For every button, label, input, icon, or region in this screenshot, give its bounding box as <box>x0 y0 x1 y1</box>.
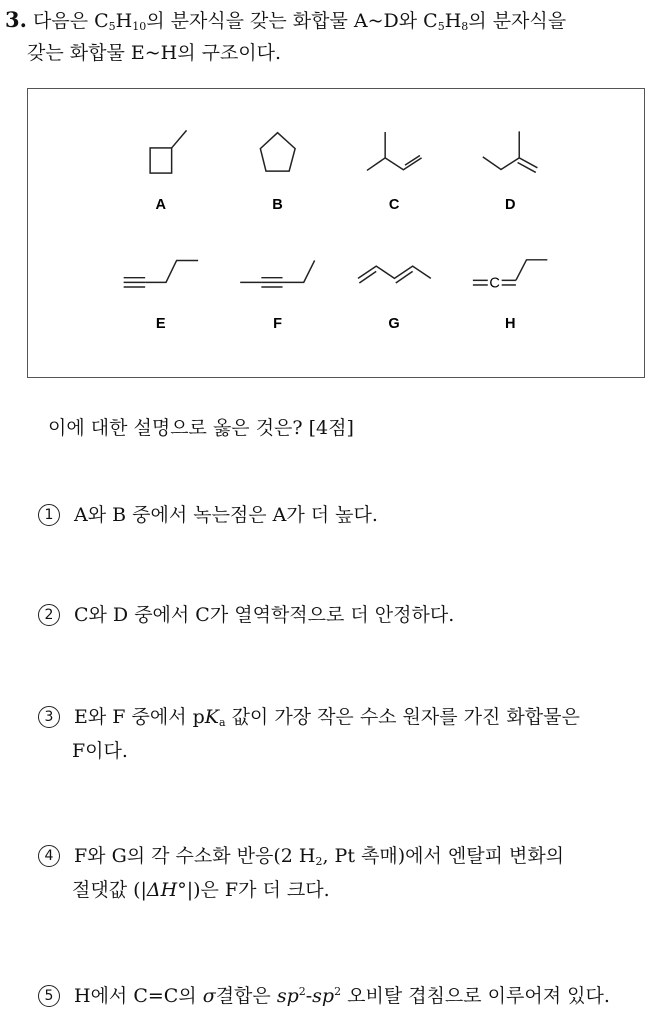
text: H <box>444 10 462 32</box>
text: 의 분자식을 <box>468 10 567 32</box>
choice-text: A와 B 중에서 녹는점은 A가 더 높다. <box>74 504 378 526</box>
structure-d <box>483 131 538 172</box>
label-b: B <box>272 196 283 213</box>
choice-number: 5 <box>38 985 60 1007</box>
text: 다음은 C <box>32 10 109 32</box>
text: 2 <box>334 985 342 998</box>
choice-1[interactable] <box>38 500 378 527</box>
choice-2[interactable] <box>38 600 454 627</box>
text: K <box>204 706 219 728</box>
text: - <box>305 985 313 1007</box>
label-e: E <box>155 316 166 333</box>
text: , Pt 촉매)에서 엔탈피 변화의 <box>322 845 565 867</box>
choice-4[interactable] <box>38 841 564 868</box>
structure-f <box>240 260 314 286</box>
text: 10 <box>132 20 147 33</box>
text: °|)은 F가 더 크다. <box>177 879 330 901</box>
text: H에서 C=C의 <box>74 985 203 1007</box>
question-number: 3. <box>5 7 27 32</box>
choice-number: 4 <box>38 845 60 867</box>
text: ΔH <box>146 879 178 901</box>
label-d: D <box>505 196 516 213</box>
choice-number: 1 <box>38 504 60 526</box>
structure-a <box>150 130 186 173</box>
label-g: G <box>388 316 400 333</box>
text: F와 G의 각 수소화 반응(2 H <box>74 845 316 867</box>
question-line-2: 갖는 화합물 E~H의 구조이다. <box>27 42 282 64</box>
label-f: F <box>273 316 283 333</box>
text: 2 <box>298 985 306 998</box>
structures-box <box>27 88 645 378</box>
text: a <box>218 716 226 729</box>
choice-number: 2 <box>38 604 60 626</box>
text: sp <box>312 985 335 1007</box>
structure-c <box>367 132 422 170</box>
structure-g <box>358 266 431 283</box>
text: 절댓값 (| <box>72 879 147 901</box>
allene-carbon-label: C <box>489 275 500 292</box>
choice-text: C와 D 중에서 C가 열역학적으로 더 안정하다. <box>74 604 455 626</box>
label-c: C <box>388 196 400 213</box>
text: 5 <box>437 20 445 33</box>
structure-e <box>124 260 198 286</box>
structures-diagram <box>28 89 644 377</box>
label-h: H <box>505 316 516 333</box>
structure-h <box>473 260 547 292</box>
label-a: A <box>155 196 166 213</box>
structure-b <box>260 133 295 171</box>
text: 의 분자식을 갖는 화합물 A~D와 C <box>146 10 438 32</box>
text: 오비탈 겹침으로 이루어져 있다. <box>341 985 610 1007</box>
choice-5[interactable] <box>38 981 610 1008</box>
text: σ <box>202 985 216 1007</box>
text: E와 F 중에서 p <box>74 706 205 728</box>
text: 8 <box>461 20 469 33</box>
text: sp <box>276 985 299 1007</box>
choice-3[interactable] <box>38 702 580 729</box>
choice-number: 3 <box>38 706 60 728</box>
choice-4-line-2 <box>72 875 330 902</box>
question-line-1 <box>5 6 566 33</box>
choice-3-line-2: F이다. <box>72 740 128 762</box>
text: H <box>115 10 133 32</box>
text: 값이 가장 작은 수소 원자를 가진 화합물은 <box>225 706 580 728</box>
text: 결합은 <box>215 985 277 1007</box>
text: 2 <box>315 855 323 868</box>
prompt: 이에 대한 설명으로 옳은 것은? [4점] <box>48 417 354 439</box>
text: 5 <box>108 20 116 33</box>
